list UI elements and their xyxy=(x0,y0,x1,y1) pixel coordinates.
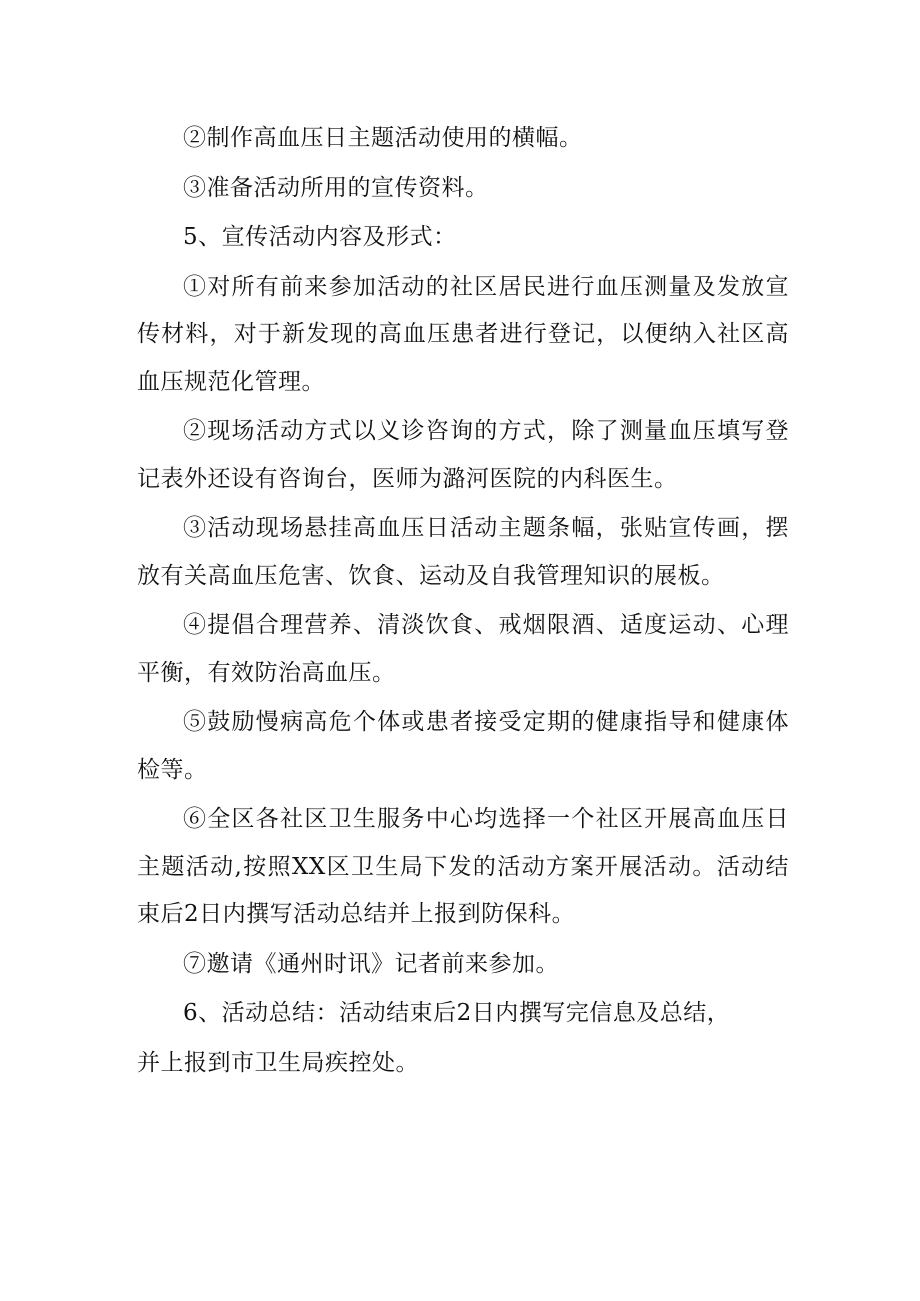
section-heading-5: 5、宣传活动内容及形式： xyxy=(183,224,457,250)
paragraph-item-6: ⑥全区各社区卫生服务中心均选择一个社区开展高血压日主题活动,按照XX区卫生局下发的活动方案开展活动。活动结束后2日内撰写活动总结并上报到防保科。 xyxy=(137,806,789,927)
paragraph-item-1: ①对所有前来参加活动的社区居民进行血压测量及发放宣传材料，对于新发现的高血压患者进行登记，以便纳入社区高血压规范化管理。 xyxy=(137,273,789,395)
paragraph-item-5: ⑤鼓励慢病高危个体或患者接受定期的健康指导和健康体检等。 xyxy=(137,709,789,783)
paragraph-banner: ②制作高血压日主题活动使用的横幅。 xyxy=(183,125,583,151)
paragraph-item-3: ③活动现场悬挂高血压日活动主题条幅，张贴宣传画，摆放有关高血压危害、饮食、运动及自我管理知识的展板。 xyxy=(137,515,789,589)
paragraph-item-4: ④提倡合理营养、清淡饮食、戒烟限酒、适度运动、心理平衡，有效防治高血压。 xyxy=(137,612,789,686)
document-body xyxy=(137,115,789,1087)
paragraph-item-7: ⑦邀请《通州时讯》记者前来参加。 xyxy=(183,950,559,977)
paragraph-report: 并上报到市卫生局疾控处。 xyxy=(137,1049,419,1076)
section-heading-6: 6、活动总结：活动结束后2日内撰写完信息及总结， xyxy=(183,1000,731,1026)
paragraph-materials: ③准备活动所用的宣传资料。 xyxy=(183,174,489,201)
paragraph-item-2: ②现场活动方式以义诊咨询的方式，除了测量血压填写登记表外还设有咨询台，医师为潞河医院的内科医生。 xyxy=(137,418,789,492)
